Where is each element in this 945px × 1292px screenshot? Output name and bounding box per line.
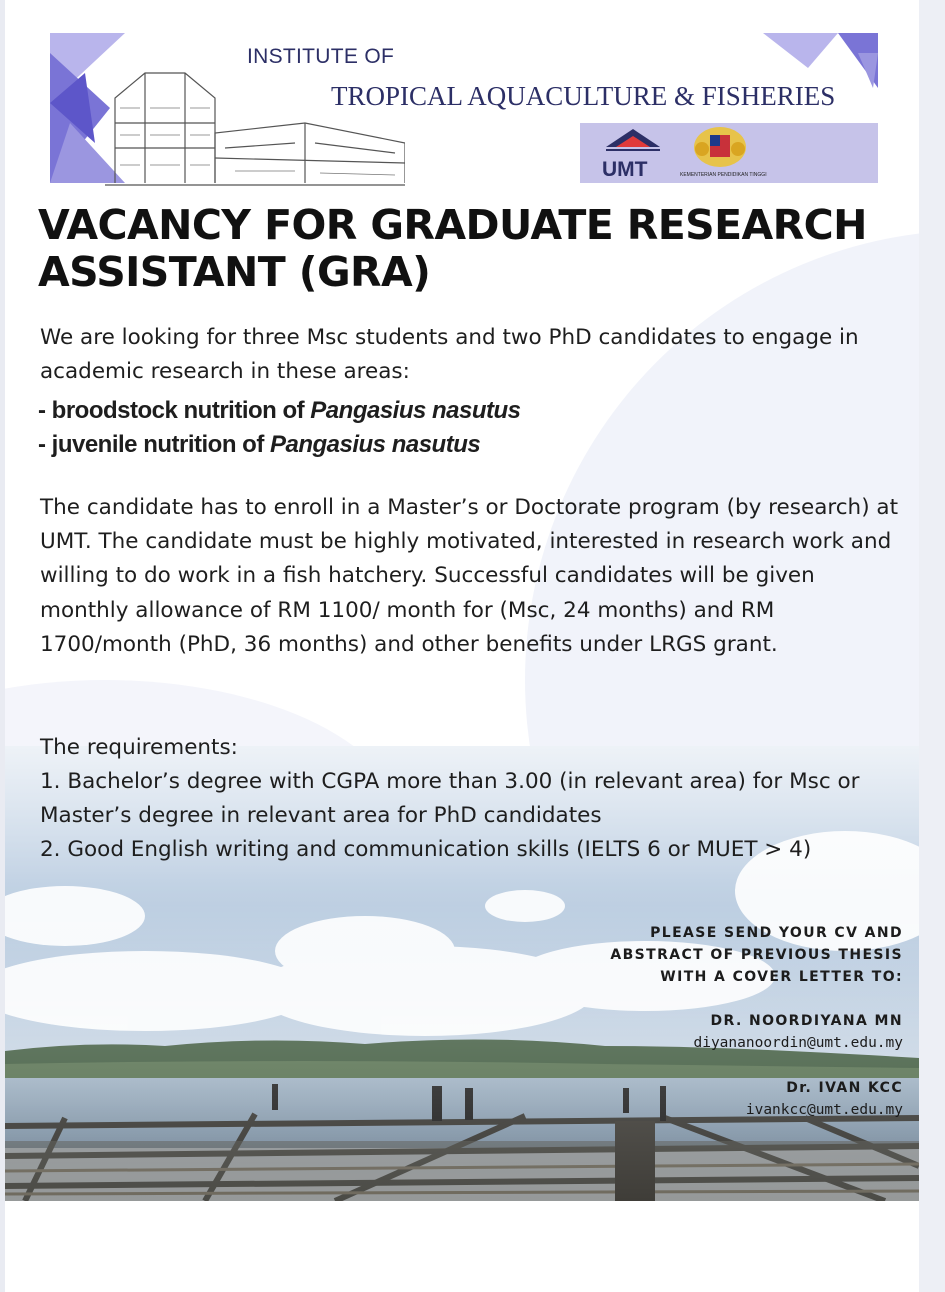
contact-email[interactable]: diyananoordin@umt.edu.my (693, 1035, 903, 1051)
requirements-heading: The requirements: (40, 735, 238, 760)
intro-paragraph: We are looking for three Msc students and two PhD candidates to engage in academic research in these areas: (40, 325, 859, 385)
send-line: ABSTRACT OF PREVIOUS THESIS (610, 947, 903, 963)
species-name: Pangasius nasutus (310, 397, 521, 424)
research-area-prefix: - juvenile nutrition of (38, 431, 270, 458)
institute-building-sketch (105, 53, 405, 193)
send-line: PLEASE SEND YOUR CV AND (650, 925, 903, 941)
research-area-prefix: - broodstock nutrition of (38, 397, 311, 424)
umt-logo-text: UMT (602, 158, 648, 181)
purple-triangles-graphic (728, 33, 878, 93)
species-name: Pangasius nasutus (269, 431, 481, 458)
institute-name-line2: TROPICAL AQUACULTURE & FISHERIES (331, 81, 836, 111)
send-instructions (610, 922, 903, 988)
title-line2: ASSISTANT (GRA) (38, 248, 431, 296)
contact-email[interactable]: ivankcc@umt.edu.my (745, 1102, 903, 1118)
contact-name: Dr. IVAN KCC (786, 1080, 903, 1096)
malaysia-crest-icon (692, 125, 748, 169)
requirement-item: 1. Bachelor’s degree with CGPA more than 3.00 (in relevant area) for Msc or Master’s degree in relevant area for PhD candidates (40, 769, 860, 829)
page-margin-strip (919, 0, 945, 1292)
ministry-label: KEMENTERIAN PENDIDIKAN TINGGI (680, 172, 767, 178)
page-title (38, 202, 867, 296)
title-line1: VACANCY FOR GRADUATE RESEARCH (38, 201, 867, 249)
contact-name: DR. NOORDIYANA MN (710, 1013, 903, 1029)
send-line: WITH A COVER LETTER TO: (660, 969, 903, 985)
institute-name-line1: INSTITUTE OF (247, 45, 395, 68)
logo-band (580, 123, 878, 183)
research-area-item (38, 394, 521, 428)
requirement-item: 2. Good English writing and communication skills (IELTS 6 or MUET > 4) (40, 837, 812, 862)
vacancy-poster (5, 0, 919, 1292)
institute-header (50, 33, 878, 183)
research-area-item (38, 428, 480, 462)
program-paragraph: The candidate has to enroll in a Master’s or Doctorate program (by research) at UMT. The candidate must be highly motivated, interested in research work and willing to do work in a fish hatchery. Successful candidates will be given monthly allowance of RM 1100/ month for (Msc, 24 months) and RM 1700/month (PhD, 36 months) and other benefits under LRGS grant. (40, 495, 899, 657)
